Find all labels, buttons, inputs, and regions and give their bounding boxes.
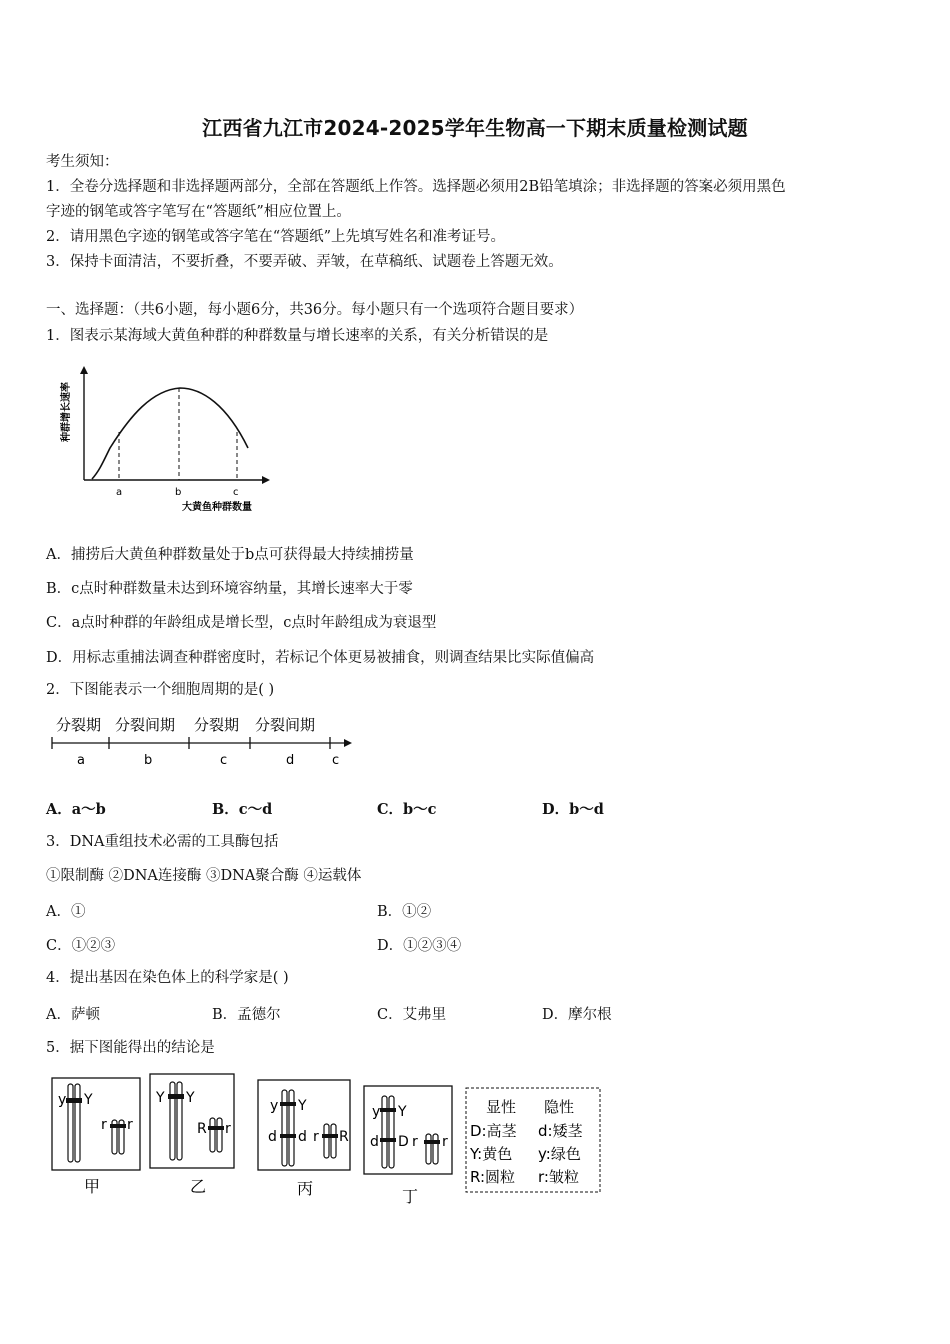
q3-option-c: C．①②③ — [46, 938, 116, 954]
segment-label-c2: c — [332, 753, 340, 768]
q5-chromosome-figure — [46, 1068, 606, 1208]
chromosome — [389, 1096, 394, 1168]
gene-label: R — [339, 1129, 349, 1145]
growth-curve — [92, 388, 248, 479]
legend-recessive: d:矮茎 — [538, 1122, 583, 1140]
notice-heading: 考生须知： — [46, 154, 119, 170]
centromere — [380, 1138, 396, 1142]
chromosome — [210, 1118, 215, 1152]
cell-name: 丁 — [402, 1187, 419, 1206]
q2-cell-cycle-timeline — [46, 710, 366, 774]
gene-label: r — [412, 1134, 418, 1150]
notice-line-3: 2．请用黑色字迹的钢笔或答字笔在“答题纸”上先填写姓名和准考证号。 — [46, 229, 506, 245]
legend-dominant: Y:黄色 — [470, 1145, 513, 1163]
q1-growth-chart — [52, 360, 292, 520]
point-label-a: a — [116, 487, 123, 498]
gene-label: Y — [84, 1092, 93, 1108]
gene-label: r — [442, 1134, 448, 1150]
chromosome — [282, 1090, 287, 1166]
point-label-c: c — [233, 487, 239, 498]
x-axis-label: 大黄鱼种群数量 — [182, 502, 252, 513]
page-title: 江西省九江市2024-2025学年生物高一下期末质量检测试题 — [202, 116, 748, 140]
q5-stem: 5．据下图能得出的结论是 — [46, 1040, 215, 1056]
q1-stem: 1．图表示某海域大黄鱼种群的种群数量与增长速率的关系，有关分析错误的是 — [46, 328, 549, 344]
q1-option-b: B．c点时种群数量未达到环境容纳量，其增长速率大于零 — [46, 581, 413, 597]
centromere — [322, 1134, 338, 1138]
q3-option-a: A．① — [46, 904, 86, 920]
gene-label: r — [101, 1117, 107, 1133]
cell-ding — [364, 1086, 452, 1206]
gene-label: d — [298, 1129, 307, 1145]
gene-label: D — [398, 1134, 409, 1150]
q4-option-a: A．萨顿 — [46, 1007, 100, 1023]
chromosome — [331, 1124, 336, 1158]
centromere — [66, 1098, 82, 1103]
gene-label: y — [58, 1092, 67, 1108]
q1-option-d: D．用标志重捕法调查种群密度时，若标记个体更易被捕食，则调查结果比实际值偏高 — [46, 650, 595, 666]
chromosome — [217, 1118, 222, 1152]
gene-label: r — [225, 1121, 231, 1137]
q4-option-c: C．艾弗里 — [377, 1007, 447, 1023]
gene-label: Y — [156, 1090, 165, 1106]
y-axis-label: 种群增长速率 — [61, 382, 72, 442]
cell-bing — [258, 1080, 350, 1198]
centromere — [280, 1134, 296, 1138]
chromosome — [68, 1084, 73, 1162]
cell-name: 甲 — [84, 1177, 101, 1196]
q4-option-d: D．摩尔根 — [542, 1007, 612, 1023]
legend-recessive: r:皱粒 — [538, 1168, 579, 1186]
q3-option-d: D．①②③④ — [377, 938, 462, 954]
phase-label-4: 分裂间期 — [255, 716, 316, 734]
q3-stem: 3．DNA重组技术必需的工具酶包括 — [46, 834, 279, 850]
q4-option-b: B．孟德尔 — [212, 1007, 281, 1023]
centromere — [380, 1108, 396, 1112]
chromosome — [75, 1084, 80, 1162]
gene-label: r — [313, 1129, 319, 1145]
gene-label: y — [270, 1098, 279, 1114]
chromosome — [324, 1124, 329, 1158]
segment-label-a: a — [77, 753, 85, 768]
notice-line-4: 3．保持卡面清洁，不要折叠，不要弄破、弄皱，在草稿纸、试题卷上答题无效。 — [46, 254, 563, 270]
gene-label: Y — [398, 1104, 407, 1120]
q2-option-a: A．a～b — [46, 801, 106, 818]
q2-option-c: C．b～c — [377, 801, 437, 818]
gene-label: d — [268, 1129, 277, 1145]
legend-header-recessive: 隐性 — [544, 1098, 575, 1116]
chromosome — [382, 1096, 387, 1168]
cell-name: 丙 — [297, 1179, 314, 1198]
gene-label: Y — [186, 1090, 195, 1106]
q2-stem: 2．下图能表示一个细胞周期的是( ) — [46, 682, 275, 698]
x-axis-arrow — [262, 476, 270, 484]
q2-option-d: D．b～d — [542, 801, 604, 818]
cell-yi — [150, 1074, 234, 1196]
centromere — [208, 1126, 224, 1130]
y-axis-arrow — [80, 366, 88, 374]
timeline-arrow — [344, 739, 352, 747]
gene-label: r — [127, 1117, 133, 1133]
q3-items: ①限制酶 ②DNA连接酶 ③DNA聚合酶 ④运载体 — [46, 868, 362, 884]
legend-dominant: R:圆粒 — [470, 1168, 516, 1186]
q2-option-b: B．c～d — [212, 801, 273, 818]
legend-recessive: y:绿色 — [538, 1145, 581, 1163]
section-heading: 一、选择题：（共6小题，每小题6分，共36分。每小题只有一个选项符合题目要求） — [46, 302, 584, 318]
centromere — [110, 1124, 126, 1128]
cell-frame — [364, 1086, 452, 1174]
q1-option-a: A．捕捞后大黄鱼种群数量处于b点可获得最大持续捕捞量 — [46, 547, 414, 563]
q4-stem: 4．提出基因在染色体上的科学家是( ) — [46, 970, 289, 986]
chromosome — [426, 1134, 431, 1164]
chromosome — [177, 1082, 182, 1160]
centromere — [168, 1094, 184, 1099]
gene-label: Y — [298, 1098, 307, 1114]
gene-label: R — [197, 1121, 207, 1137]
notice-line-2: 字迹的钢笔或答字笔写在“答题纸”相应位置上。 — [46, 204, 351, 220]
point-label-b: b — [175, 487, 182, 498]
phase-label-2: 分裂间期 — [115, 716, 176, 734]
segment-label-b: b — [144, 753, 153, 768]
chromosome — [289, 1090, 294, 1166]
legend-header-dominant: 显性 — [486, 1098, 517, 1116]
notice-line-1: 1．全卷分选择题和非选择题两部分，全部在答题纸上作答。选择题必须用2B铅笔填涂；非选择题的答案必须用黑色 — [46, 179, 786, 195]
chromosome — [170, 1082, 175, 1160]
gene-label: y — [372, 1104, 381, 1120]
gene-label: d — [370, 1134, 379, 1150]
cell-jia — [52, 1078, 140, 1196]
segment-label-d: d — [286, 753, 295, 768]
gene-legend — [466, 1088, 600, 1192]
chromosome — [433, 1134, 438, 1164]
legend-dominant: D:高茎 — [470, 1122, 517, 1140]
centromere — [424, 1140, 440, 1144]
phase-label-3: 分裂期 — [194, 716, 240, 734]
q1-option-c: C．a点时种群的年龄组成是增长型，c点时年龄组成为衰退型 — [46, 615, 437, 631]
centromere — [280, 1102, 296, 1106]
cell-name: 乙 — [190, 1177, 207, 1196]
q3-option-b: B．①② — [377, 904, 432, 920]
segment-label-c: c — [220, 753, 228, 768]
phase-label-1: 分裂期 — [56, 716, 102, 734]
